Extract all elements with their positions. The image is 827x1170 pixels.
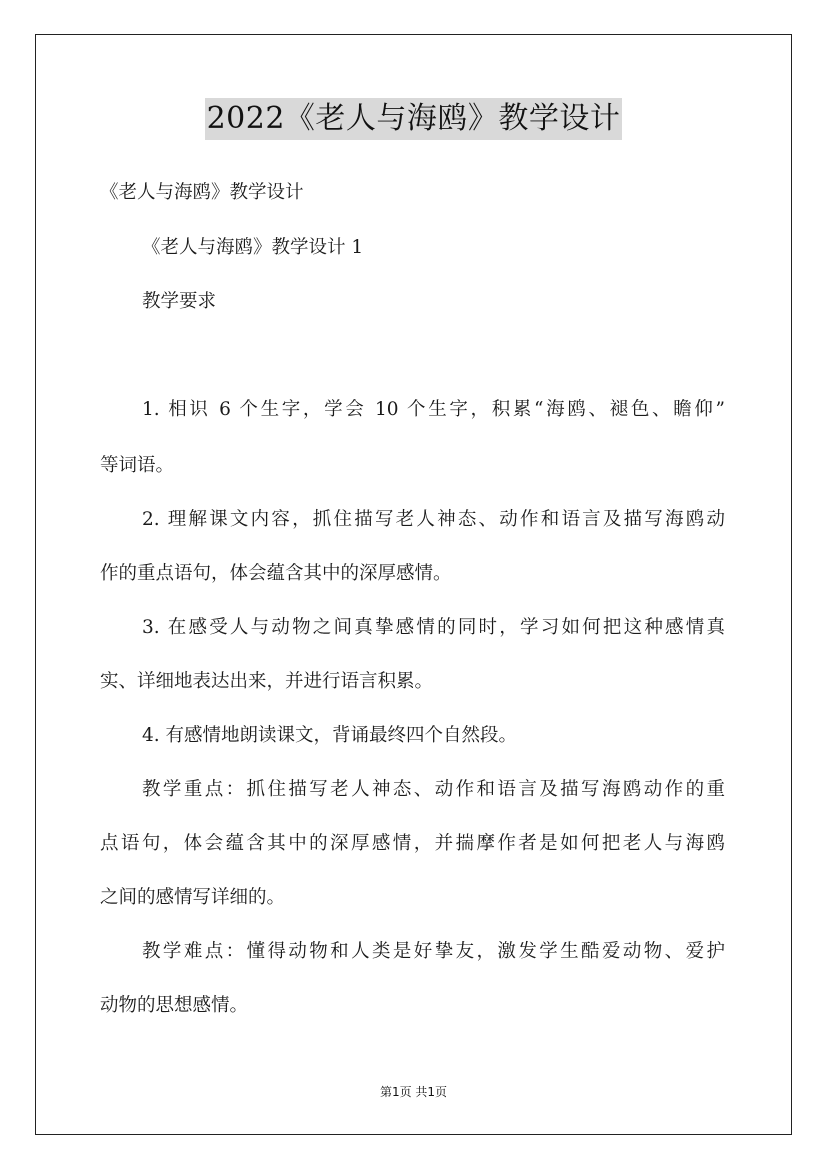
title-container [0,98,827,140]
subtitle: 《老人与海鸥》教学设计 [100,182,304,203]
item-1-line-2: 等词语。 [100,455,175,476]
focus-line-3: 之间的感情写详细的。 [100,887,286,908]
requirements-heading: 教学要求 [142,291,217,312]
focus-line-2: 点语句，体会蕴含其中的深厚感情，并揣摩作者是如何把老人与海鸥 [100,833,725,854]
item-3-line-1: 3. 在感受人与动物之间真挚感情的同时，学习如何把这种感情真 [142,617,725,638]
item-3-line-2: 实、详细地表达出来，并进行语言积累。 [100,671,434,692]
item-2-line-1: 2. 理解课文内容，抓住描写老人神态、动作和语言及描写海鸥动 [142,509,725,530]
item-4-line-1: 4. 有感情地朗读课文，背诵最终四个自然段。 [142,725,518,746]
difficulty-line-1: 教学难点：懂得动物和人类是好挚友，激发学生酷爱动物、爱护 [142,941,725,962]
section-title: 《老人与海鸥》教学设计 1 [142,237,364,258]
item-1-line-1: 1. 相识 6 个生字，学会 10 个生字，积累“海鸥、褪色、瞻仰” [142,399,725,420]
document-title: 2022《老人与海鸥》教学设计 [205,98,623,140]
focus-line-1: 教学重点：抓住描写老人神态、动作和语言及描写海鸥动作的重 [142,779,725,800]
difficulty-line-2: 动物的思想感情。 [100,995,249,1016]
item-2-line-2: 作的重点语句，体会蕴含其中的深厚感情。 [100,563,452,584]
page-footer: 第1页 共1页 [379,1085,448,1099]
